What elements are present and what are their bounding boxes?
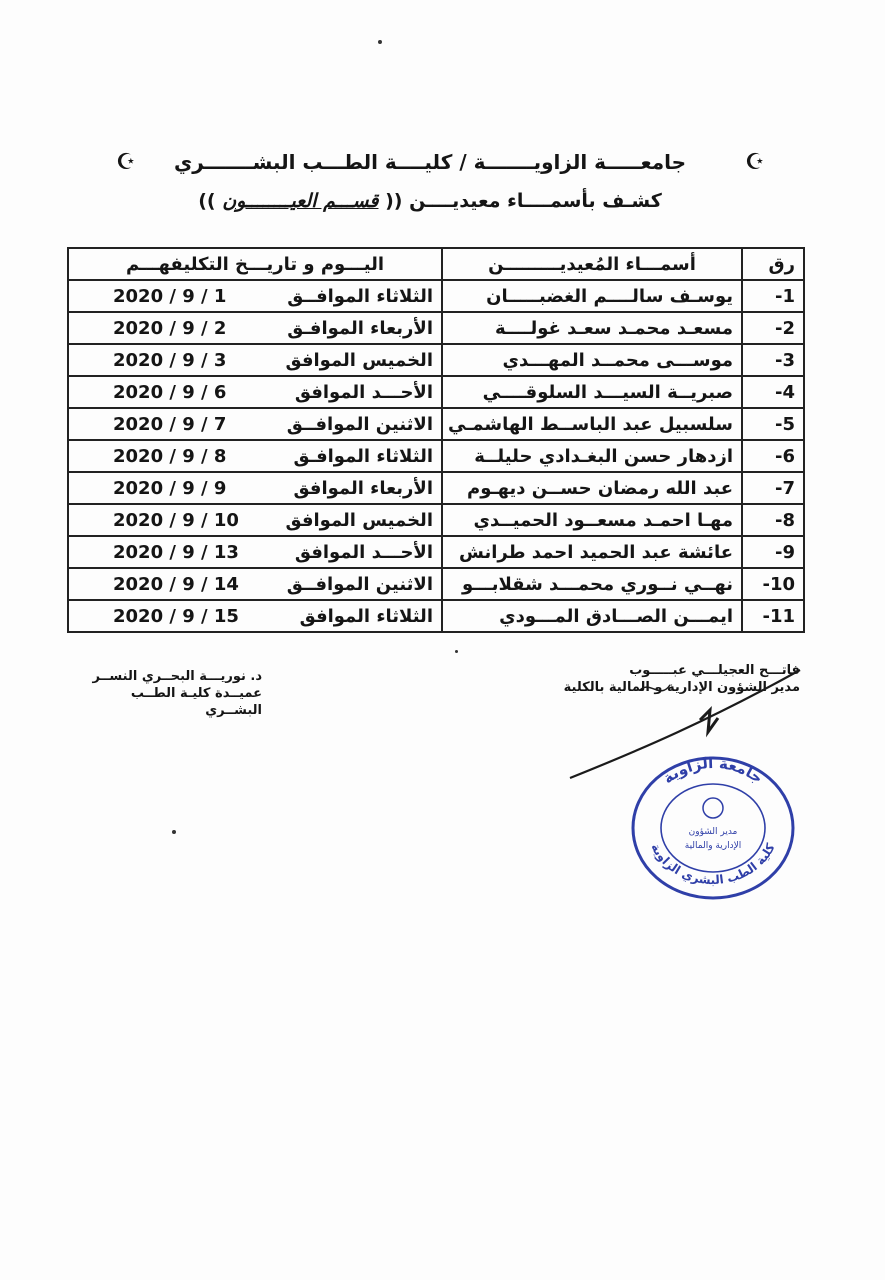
assignment-day: الثلاثاء الموافــق <box>287 285 433 307</box>
table-row <box>68 312 804 344</box>
stamp-center-line1: مدير الشؤون <box>688 827 738 837</box>
assignment-date-cell <box>68 600 442 632</box>
assignment-day: الأحـــد الموافق <box>294 381 433 403</box>
table-row <box>68 504 804 536</box>
dean-title: عميــدة كليـة الطــب البشــري <box>130 686 262 718</box>
table-row <box>68 568 804 600</box>
table-row <box>68 536 804 568</box>
assignment-date-cell <box>68 472 442 504</box>
assignment-date: 2020 / 9 / 10 <box>113 509 239 531</box>
assignment-date: 2020 / 9 / 2 <box>113 317 227 339</box>
assistant-name: عبد الله رمضان حســن ديهـوم <box>442 472 742 504</box>
list-title-text: كشـف بأسمــــاء معيديــــن (( <box>385 190 662 212</box>
table-row <box>68 376 804 408</box>
table-row <box>68 472 804 504</box>
row-number: 5- <box>742 408 804 440</box>
table-row <box>68 600 804 632</box>
crescent-star-icon-right: ☪ <box>745 150 765 175</box>
assignment-date-cell <box>68 280 442 312</box>
header-number: رق <box>742 248 804 280</box>
row-number: 4- <box>742 376 804 408</box>
assignment-date-cell <box>68 536 442 568</box>
list-title-end: )) <box>198 190 216 212</box>
assignment-date-cell <box>68 504 442 536</box>
header-separator: / <box>459 150 467 174</box>
faculty-name: كليــــة الطـــب البشـــــــري <box>173 150 453 174</box>
assistant-name: ازدهار حسن البغـدادي حليلــة <box>442 440 742 472</box>
dean-signature-block <box>82 668 262 719</box>
assistant-name: يوسـف سالــــم الغضبـــــان <box>442 280 742 312</box>
official-stamp <box>628 752 798 902</box>
stamp-emblem-icon <box>703 798 723 818</box>
assignment-day: الأحـــد الموافق <box>294 541 433 563</box>
assignment-date: 2020 / 9 / 3 <box>113 349 227 371</box>
paper-speck <box>172 830 176 834</box>
assistant-name: صبريــة السيـــد السلوقــــي <box>442 376 742 408</box>
assignment-date: 2020 / 9 / 15 <box>113 605 239 627</box>
director-title: مدير الشؤون الإدارية و المالية بالكلية <box>563 680 800 695</box>
university-name: جامعـــــة الزاويـــــــة <box>473 150 687 174</box>
assignment-day: الأربعاء الموافـق <box>287 317 433 339</box>
table-header-row <box>68 248 804 280</box>
assistant-name: نهــي نــوري محمـــد شقلابـــو <box>442 568 742 600</box>
assistant-name: مسعـد محمـد سعـد غولــــة <box>442 312 742 344</box>
assistant-name: موســـى محمــد المهـــدي <box>442 344 742 376</box>
assignment-day: الثلاثاء الموافـق <box>293 445 433 467</box>
department-name: قســـم العيــــــــون <box>222 190 379 212</box>
table-row <box>68 408 804 440</box>
dean-name: د. نوريـــة البحــري النســر <box>92 669 262 684</box>
row-number: 11- <box>742 600 804 632</box>
list-title <box>60 190 800 212</box>
assignment-day: الثلاثاء الموافق <box>299 605 433 627</box>
assignment-date-cell <box>68 344 442 376</box>
assignment-date: 2020 / 9 / 8 <box>113 445 227 467</box>
row-number: 2- <box>742 312 804 344</box>
stamp-top-text: جامعة الزاوية <box>659 753 767 788</box>
assignment-date: 2020 / 9 / 13 <box>113 541 239 563</box>
document-header <box>60 150 800 174</box>
assistants-table <box>67 247 805 633</box>
row-number: 8- <box>742 504 804 536</box>
header-name: أسمـــاء المُعيديـــــــــن <box>442 248 742 280</box>
table-row <box>68 280 804 312</box>
svg-text:جامعة الزاوية <box>659 754 766 787</box>
assignment-date: 2020 / 9 / 7 <box>113 413 227 435</box>
assignment-day: الخميس الموافق <box>285 349 433 371</box>
assignment-day: الأربعاء الموافق <box>293 477 433 499</box>
paper-speck <box>378 40 382 44</box>
assistant-name: عائشة عبد الحميد احمد طرانش <box>442 536 742 568</box>
assignment-day: الاثنين الموافــق <box>286 413 433 435</box>
assignment-date: 2020 / 9 / 1 <box>113 285 227 307</box>
crescent-star-icon-left: ☪ <box>116 150 136 175</box>
paper-speck <box>455 650 458 653</box>
assignment-date: 2020 / 9 / 6 <box>113 381 227 403</box>
row-number: 1- <box>742 280 804 312</box>
row-number: 7- <box>742 472 804 504</box>
row-number: 6- <box>742 440 804 472</box>
row-number: 3- <box>742 344 804 376</box>
assignment-date: 2020 / 9 / 9 <box>113 477 227 499</box>
table-row <box>68 440 804 472</box>
assignment-date-cell <box>68 376 442 408</box>
assignment-day: الاثنين الموافــق <box>286 573 433 595</box>
assistant-name: ايمـــن الصـــادق المـــودي <box>442 600 742 632</box>
assignment-date-cell <box>68 312 442 344</box>
assistant-name: سلسبيل عبد الباســط الهاشمـي <box>442 408 742 440</box>
header-date: اليـــوم و تاريـــخ التكليفهـــم <box>68 248 442 280</box>
assistant-name: مهـا احمـد مسعــود الحميــدي <box>442 504 742 536</box>
stamp-center-line2: الإدارية والمالية <box>684 841 742 851</box>
table-row <box>68 344 804 376</box>
stamp-bottom-text: كلية الطب البشري الزاوية <box>648 841 778 888</box>
assignment-date-cell <box>68 568 442 600</box>
director-name: فاتـــح العجيلـــي عبـــــوب <box>629 663 800 678</box>
row-number: 10- <box>742 568 804 600</box>
assignment-date-cell <box>68 440 442 472</box>
assignment-date-cell <box>68 408 442 440</box>
assignment-day: الخميس الموافق <box>285 509 433 531</box>
assignment-date: 2020 / 9 / 14 <box>113 573 239 595</box>
row-number: 9- <box>742 536 804 568</box>
